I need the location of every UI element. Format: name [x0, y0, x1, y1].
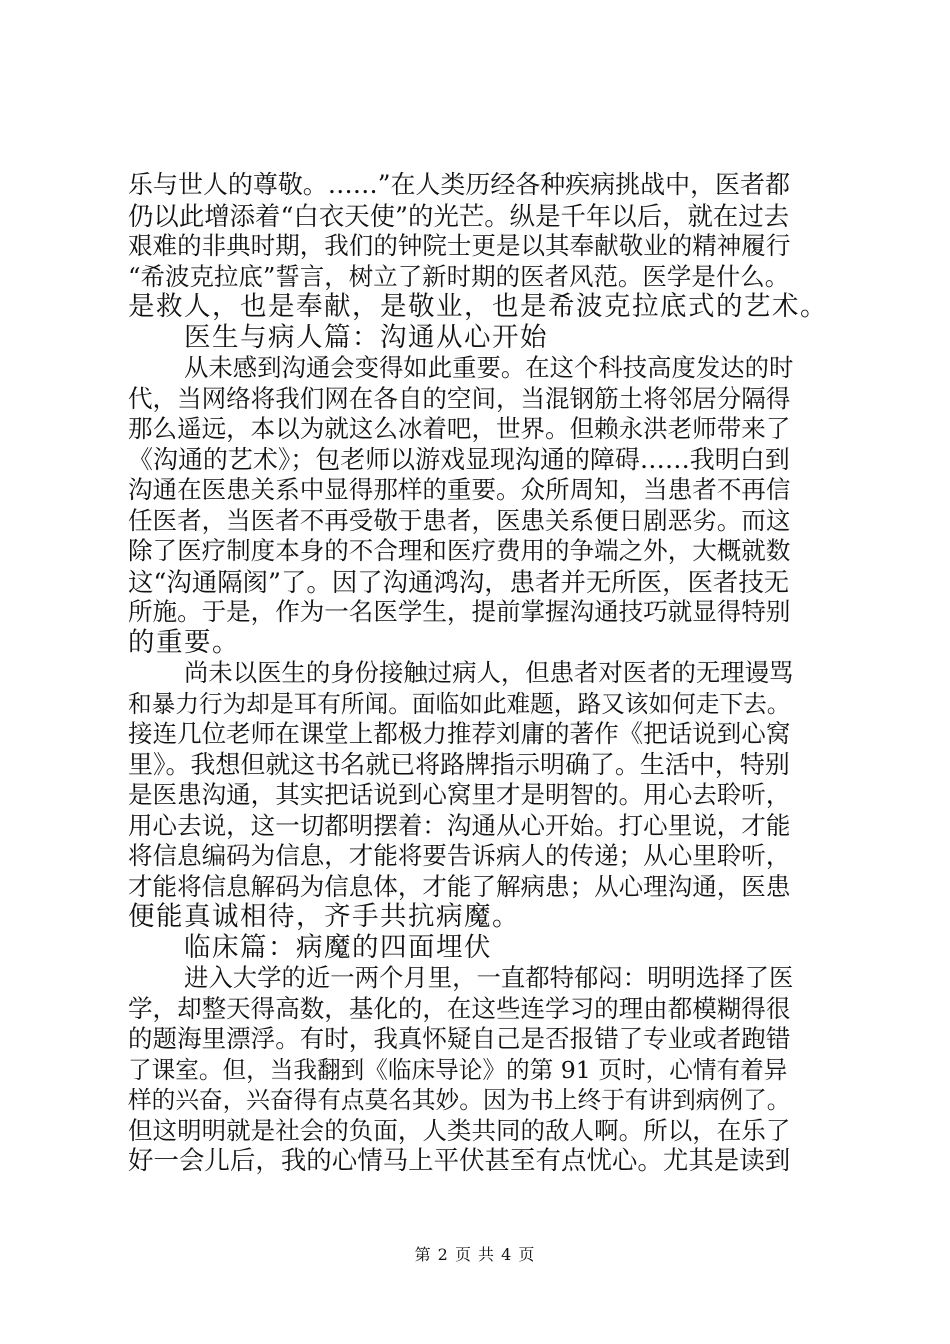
text-line: 《沟通的艺术》；包老师以游戏显现沟通的障碍……我明白到	[128, 444, 790, 474]
text-line: 了课室。但，当我翻到《临床导论》的第 91 页时，心情有着异	[128, 1055, 788, 1084]
text-line: 医生与病人篇：沟通从心开始	[184, 321, 548, 353]
text-line: 沟通在医患关系中显得那样的重要。众所周知，当患者不再信	[128, 475, 791, 504]
text-line: 里》。我想但就这书名就已将路牌指示明确了。生活中，特别	[128, 749, 790, 779]
text-line: 从未感到沟通会变得如此重要。在这个科技高度发达的时	[184, 353, 794, 382]
text-line: 进入大学的近一两个月里，一直都特郁闷：明明选择了医	[184, 963, 794, 992]
text-line: 才能将信息解码为信息体，才能了解病患；从心理沟通，医患	[128, 871, 791, 901]
text-line: 和暴力行为却是耳有所闻。面临如此难题，路又该如何走下去。	[128, 689, 791, 718]
text-line: 用心去说，这一切都明摆着：沟通从心开始。打心里说，才能	[128, 810, 791, 840]
text-line: 艰难的非典时期，我们的钟院士更是以其奉献敬业的精神履行	[128, 231, 791, 260]
text-line: 将信息编码为信息，才能将要告诉病人的传递；从心里聆听，	[128, 841, 791, 870]
text-line: 样的兴奋，兴奋得有点莫名其妙。因为书上终于有讲到病例了。	[128, 1086, 791, 1114]
text-line: 是救人，也是奉献，是敬业，也是希波克拉底式的艺术。	[128, 291, 828, 322]
text-line: 学，却整天得高数，基化的，在这些连学习的理由都模糊得很	[128, 993, 791, 1023]
text-line: 那么遥远，本以为就这么冰着吧，世界。但赖永洪老师带来了	[128, 414, 791, 443]
page-footer: 第 2 页 共 4 页	[414, 1245, 536, 1264]
text-line: 临床篇：病魔的四面埋伏	[184, 931, 492, 963]
text-line: 仍以此增添着“白衣天使”的光芒。纵是千年以后，就在过去	[128, 200, 790, 231]
document-body	[128, 170, 828, 1177]
text-line: 接连几位老师在课堂上都极力推荐刘庸的著作《把话说到心窝	[128, 719, 791, 748]
text-line: 任医者，当医者不再受敬于患者，医患关系便日剧恶劣。而这	[128, 505, 791, 535]
text-line: 便能真诚相待，齐手共抗病魔。	[128, 901, 520, 932]
text-line: 但这明明就是社会的负面，人类共同的敌人啊。所以，在乐了	[128, 1115, 791, 1145]
text-line: 尚未以医生的身份接触过病人，但患者对医者的无理谩骂	[184, 658, 794, 687]
text-line: 是医患沟通，其实把话说到心窝里才是明智的。用心去聆听，	[128, 780, 791, 809]
text-line: “希波克拉底”誓言，树立了新时期的医者风范。医学是什么。	[128, 261, 790, 291]
text-line: 的题海里漂浮。有时，我真怀疑自己是否报错了专业或者跑错	[128, 1024, 791, 1053]
text-line: 代，当网络将我们网在各自的空间，当混钢筋土将邻居分隔得	[128, 383, 791, 413]
text-line: 这“沟通隔阂”了。因了沟通鸿沟，患者并无所医，医者技无	[128, 566, 790, 597]
text-line: 所施。于是，作为一名医学生，提前掌握沟通技巧就显得特别	[128, 597, 791, 626]
text-line: 好一会儿后，我的心情马上平伏甚至有点忧心。尤其是读到	[128, 1146, 791, 1176]
text-line: 的重要。	[128, 626, 240, 658]
text-line: 乐与世人的尊敬。……”在人类历经各种疾病挑战中，医者都	[128, 170, 790, 199]
text-line: 除了医疗制度本身的不合理和医疗费用的争端之外，大概就数	[128, 536, 791, 565]
